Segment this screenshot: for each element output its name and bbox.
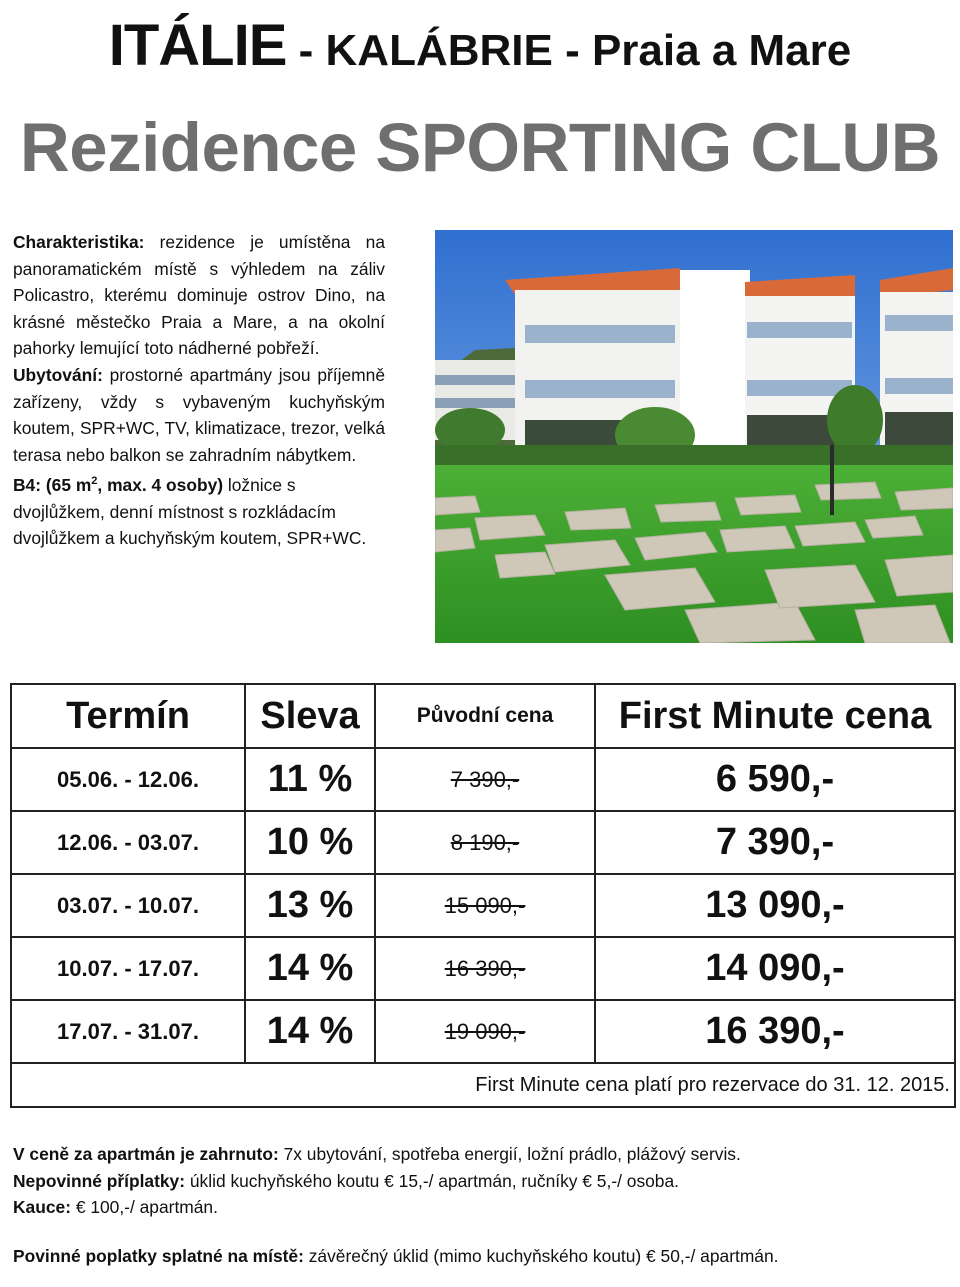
deposit-text: € 100,-/ apartmán.: [71, 1197, 218, 1217]
header-original-price: Původní cena: [375, 684, 595, 748]
first-minute-price-cell: 7 390,-: [595, 811, 955, 874]
accommodation-paragraph: [13, 362, 385, 468]
table-row: [11, 874, 955, 937]
apartment-b4-paragraph: [13, 468, 385, 552]
deposit-line: [13, 1194, 953, 1221]
term-cell: 17.07. - 31.07.: [11, 1000, 245, 1063]
discount-cell: 13 %: [245, 874, 375, 937]
original-price-cell: 19 090,-: [375, 1000, 595, 1063]
first-minute-price-cell: 13 090,-: [595, 874, 955, 937]
original-price-cell: 7 390,-: [375, 748, 595, 811]
header-first-minute-price: First Minute cena: [595, 684, 955, 748]
optional-label: Nepovinné příplatky:: [13, 1170, 186, 1191]
price-table: [10, 683, 956, 1108]
term-cell: 03.07. - 10.07.: [11, 874, 245, 937]
first-minute-price-cell: 16 390,-: [595, 1000, 955, 1063]
country-title: ITÁLIE: [108, 13, 287, 78]
characteristics-text: rezidence je umístěna na panoramatickém místě s výhledem na záliv Policastro, kterému dominuje ostrov Dino, na krásné městečko Praia a Mare, a na okolní pahorky lemující toto nádherné pobřeží.: [13, 232, 385, 359]
header-discount: Sleva: [245, 684, 375, 748]
table-row: [11, 811, 955, 874]
region-title: - KALÁBRIE - Praia a Mare: [286, 26, 852, 75]
table-note-row: [11, 1063, 955, 1107]
table-header-row: [11, 684, 955, 748]
optional-line: [13, 1168, 953, 1195]
mandatory-fees-label: Povinné poplatky splatné na místě:: [13, 1245, 304, 1266]
term-cell: 05.06. - 12.06.: [11, 748, 245, 811]
first-minute-note: First Minute cena platí pro rezervace do 31. 12. 2015.: [11, 1063, 955, 1107]
mandatory-fees-text: závěrečný úklid (mimo kuchyňského koutu) € 50,-/ apartmán.: [303, 1245, 779, 1266]
discount-cell: 14 %: [245, 1000, 375, 1063]
discount-cell: 11 %: [245, 748, 375, 811]
footer-block: [13, 1141, 953, 1269]
residence-title: Rezidence SPORTING CLUB: [19, 109, 941, 186]
optional-text: úklid kuchyňského koutu € 15,-/ apartmán, ručníky € 5,-/ osoba.: [185, 1170, 679, 1191]
characteristics-paragraph: [13, 229, 385, 362]
discount-cell: 14 %: [245, 937, 375, 1000]
mandatory-fees-line: [13, 1243, 953, 1270]
page-title: [0, 12, 960, 79]
table-row: [11, 937, 955, 1000]
first-minute-price-cell: 6 590,-: [595, 748, 955, 811]
discount-cell: 10 %: [245, 811, 375, 874]
term-cell: 10.07. - 17.07.: [11, 937, 245, 1000]
term-cell: 12.06. - 03.07.: [11, 811, 245, 874]
original-price-cell: 15 090,-: [375, 874, 595, 937]
included-label: V ceně za apartmán je zahrnuto:: [13, 1144, 279, 1164]
header-term: Termín: [11, 684, 245, 748]
first-minute-price-cell: 14 090,-: [595, 937, 955, 1000]
original-price-cell: 8 190,-: [375, 811, 595, 874]
deposit-label: Kauce:: [13, 1197, 71, 1217]
characteristics-label: Charakteristika:: [13, 232, 145, 252]
apartment-b4-label: B4: (65 $m^2$, max. 4 osoby): [13, 475, 224, 496]
accommodation-label: Ubytování:: [13, 364, 103, 385]
included-text: 7x ubytování, spotřeba energií, ložní prádlo, plážový servis.: [278, 1144, 741, 1164]
included-line: [13, 1141, 953, 1168]
table-row: [11, 748, 955, 811]
accommodation-text: prostorné apartmány jsou příjemně zařízeny, vždy s vybaveným kuchyňským koutem, SPR+WC, TV, klimatizace, trezor, velká terasa nebo balkon se zahradním nábytkem.: [13, 364, 385, 465]
description-block: [13, 229, 385, 552]
residence-building-photo: [435, 230, 953, 643]
apartment-b4-text: ložnice s dvojlůžkem, denní místnost s rozkládacím dvojlůžkem a kuchyňským koutem, SPR+WC.: [13, 475, 367, 549]
table-row: [11, 1000, 955, 1063]
original-price-cell: 16 390,-: [375, 937, 595, 1000]
